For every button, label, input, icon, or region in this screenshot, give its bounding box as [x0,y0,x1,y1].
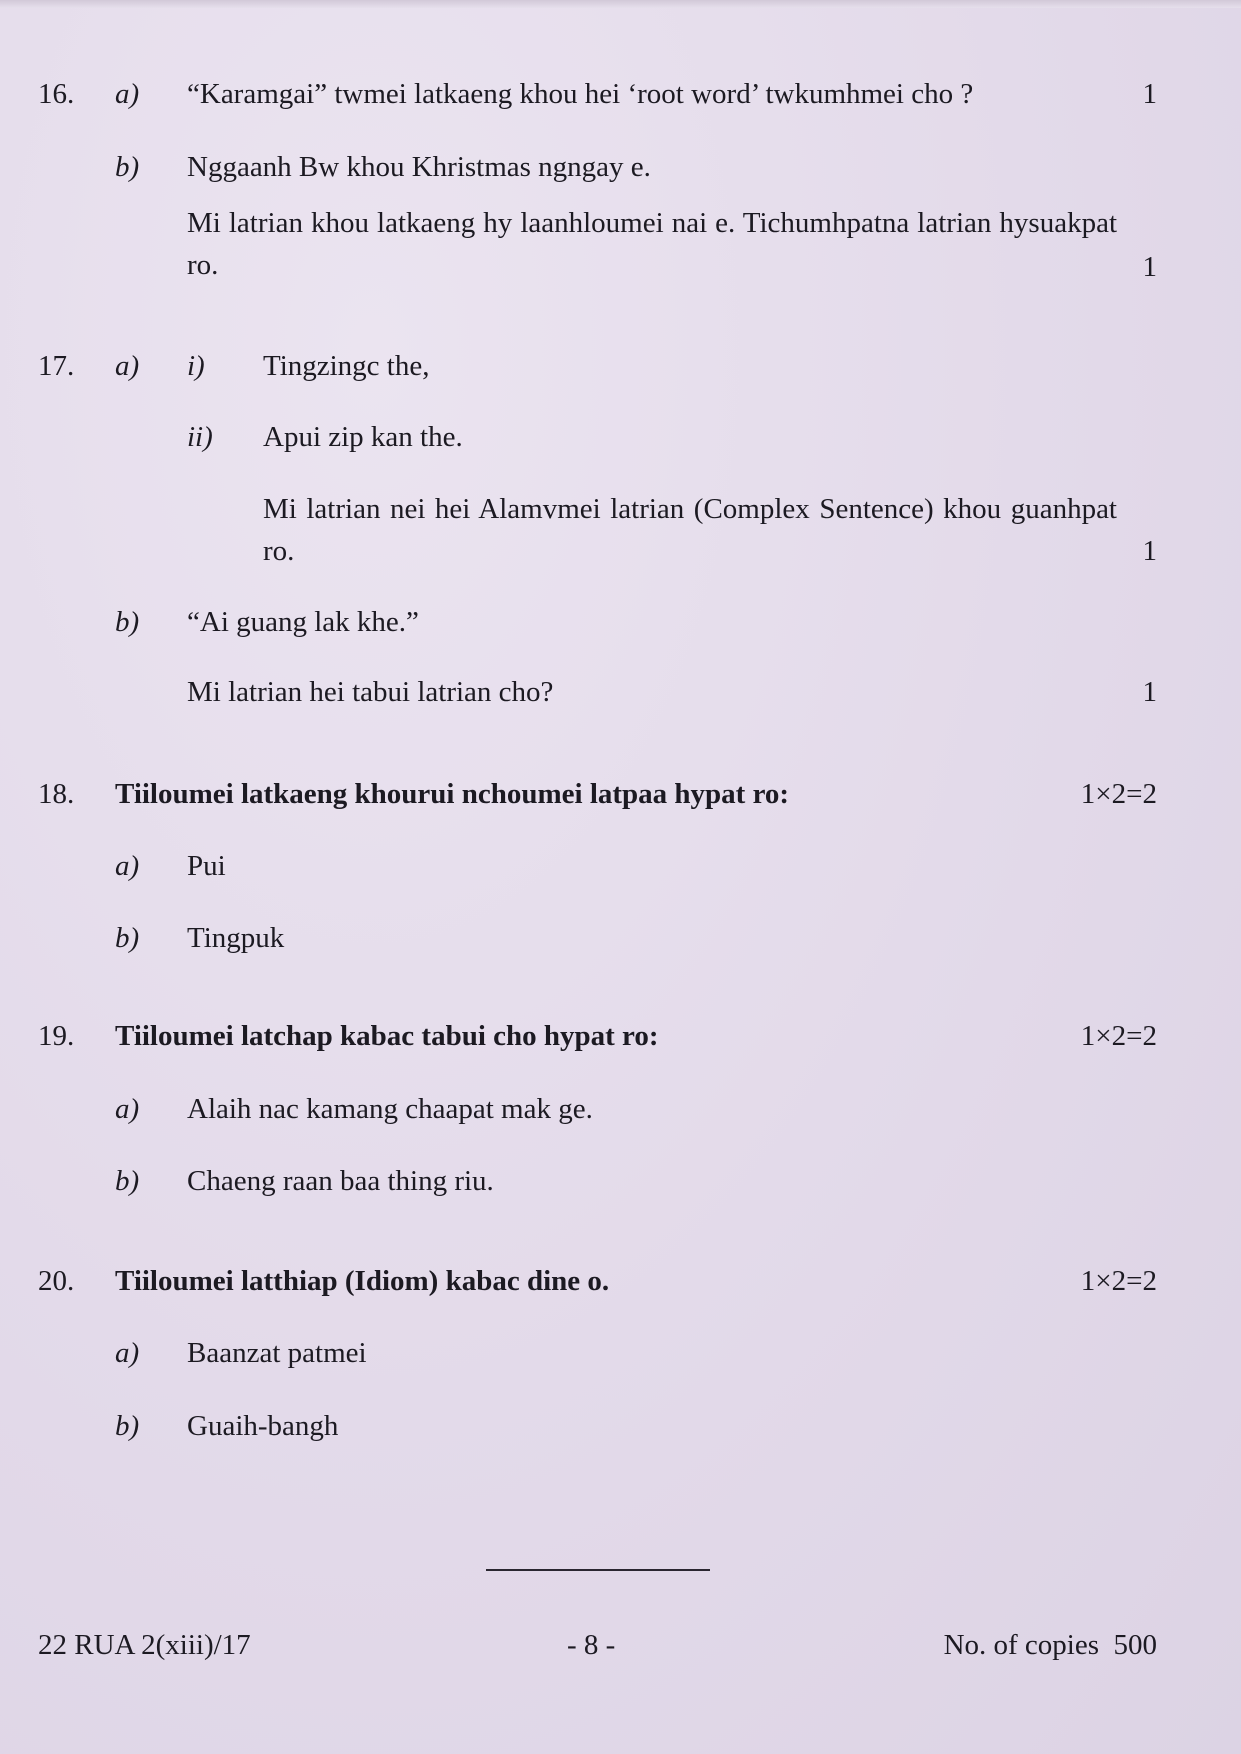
part-label-b: b) [115,151,140,183]
marks: 1 [1142,78,1157,110]
marks: 1×2=2 [1080,778,1157,810]
question-text: Apui zip kan the. [263,421,463,453]
question-number: 20. [38,1265,75,1297]
question-text: Baanzat patmei [187,1337,367,1369]
sub-label-ii: ii) [187,421,213,453]
question-text: Pui [187,850,226,882]
sub-label-i: i) [187,350,205,382]
question-text: Mi latrian hei tabui latrian cho? [187,676,554,708]
question-text: Nggaanh Bw khou Khristmas ngngay e. [187,151,651,183]
marks: 1 [1142,676,1157,708]
part-label-b: b) [115,1410,140,1442]
question-number: 18. [38,778,75,810]
question-heading: Tiiloumei latkaeng khourui nchoumei latpaa hypat ro: [115,778,790,810]
part-label-a: a) [115,350,140,382]
paper-code: 22 RUA 2(xiii)/17 [38,1629,251,1661]
marks: 1 [1142,251,1157,283]
question-text: Alaih nac kamang chaapat mak ge. [187,1093,593,1125]
question-text: Mi latrian nei hei Alamvmei latrian (Complex Sentence) khou guanhpat ro. [263,493,1117,567]
marks: 1 [1142,535,1157,567]
marks: 1×2=2 [1080,1265,1157,1297]
part-label-a: a) [115,850,140,882]
part-label-a: a) [115,1337,140,1369]
question-text: Tingpuk [187,922,285,954]
part-label-a: a) [115,78,140,110]
question-text: Chaeng raan baa thing riu. [187,1165,494,1197]
page-number: - 8 - [567,1629,616,1661]
marks: 1×2=2 [1080,1020,1157,1052]
part-label-b: b) [115,1165,140,1197]
question-number: 19. [38,1020,75,1052]
end-rule [486,1569,710,1571]
question-heading: Tiiloumei latthiap (Idiom) kabac dine o. [115,1265,610,1297]
copies-count: No. of copies 500 [943,1629,1157,1661]
question-text: Tingzingc the, [263,350,430,382]
question-text: “Ai guang lak khe.” [187,606,419,638]
question-number: 17. [38,350,75,382]
question-number: 16. [38,78,75,110]
part-label-b: b) [115,606,140,638]
question-text: Guaih-bangh [187,1410,339,1442]
part-label-a: a) [115,1093,140,1125]
question-text: Mi latrian khou latkaeng hy laanhloumei nai e. Tichumhpatna latrian hysuakpat ro. [187,207,1117,281]
question-text: “Karamgai” twmei latkaeng khou hei ‘root word’ twkumhmei cho ? [187,78,974,110]
top-edge [0,0,1241,8]
part-label-b: b) [115,922,140,954]
question-heading: Tiiloumei latchap kabac tabui cho hypat ro: [115,1020,659,1052]
